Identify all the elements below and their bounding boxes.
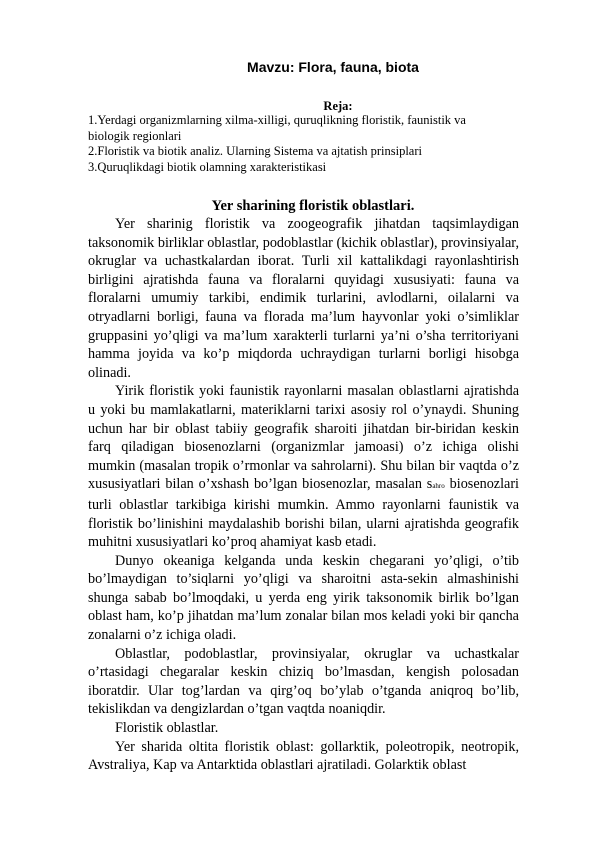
page-title: Mavzu: Flora, fauna, biota xyxy=(247,59,419,75)
plan-label: Reja: xyxy=(323,99,353,113)
subscript-text: ahro xyxy=(432,482,445,491)
plan-item: 2.Floristik va biotik analiz. Ularning Sistema va ajtatish prinsiplari xyxy=(88,144,422,158)
paragraph-text: biosenozlari turli oblastlar tarkibiga kirishi mumkin. Ammo rayonlarni faunistik va floristik bo’linishini maydalashib borishi bilan, ularni ajratishda geografik muhitni xususiyatlari ko’proq ahamiyat kasb etadi. xyxy=(88,476,520,551)
body-text xyxy=(88,215,519,775)
paragraph: Oblastlar, podoblastlar, provinsiyalar, okruglar va uchastkalar o’rtasidagi chegaralar keskin chiziq bo’lmasdan, kengish polosadan iboratdir. Ular tog’lardan va qirg’oq bo’ylab o’tganda aniqroq bo’lib, tekislikdan va dengizlardan o’tgan vaqtda noaniqdir. xyxy=(88,645,519,718)
plan-list xyxy=(88,113,508,175)
paragraph-text: Yirik floristik yoki faunistik rayonlarni masalan oblastlarni ajratishda u yoki bu mamlakatlarni, materiklarni tarixi asosiy rol o’ynaydi. Shuning uchun har bir oblast tabiiy geografik sharoiti jihatdan bir-biridan keskin farq qiladigan biosenozlarni (organizmlar jamoasi) o’z ichiga olishi mumkin (masalan tropik o’rmonlar va sahrolarni). Shu bilan bir vaqtda o’z xususiyatlari bilan o’xshash bo’lgan biosenozlar, masalan s xyxy=(88,383,519,493)
paragraph: Yer sharinig floristik va zoogeografik jihatdan taqsimlaydigan taksonomik birliklar oblastlar, podoblastlar (kichik oblastlar), provinsiyalar, okruglar va uchastkalardan iborat. Turli xil kattalikdagi rayonlashtirish birligini ajratishda fauna va floralarni quyidagi xususiyati: fauna va floralarni umumiy tarkibi, endimik turlarini, avlodlarni, oilalarni va otryadlarni borligi, fauna va florada ma’lum hayvonlar yoki o’simliklar gruppasini yo’qligi va ma’lum xarakterli turlarni ya’ni o’sha territoriyani hamma joyida va ko’p miqdorda uchraydigan turlarni borligi hisobga olinadi. xyxy=(88,216,519,381)
paragraph: Dunyo okeaniga kelganda unda keskin chegarani yo’qligi, o’tib bo’lmaydigan to’siqlarni yo’qligi va sharoitni asta-sekin almashinishi shunga sabab bo’lmoqdaki, u yerda eng yirik taksonomik birlik bo’lgan oblast ham, ko’p jihatdan ma’lum zonalar bilan mos keladi yoki bir qancha zonalarni o’z ichiga oladi. xyxy=(88,552,519,644)
plan-item: 3.Quruqlikdagi biotik olamning xarakteristikasi xyxy=(88,159,327,174)
paragraph: Yer sharida oltita floristik oblast: gollarktik, poleotropik, neotropik, Avstraliya, Kap va Antarktida oblastlari ajratiladi. Golarktik oblast xyxy=(88,738,519,774)
section-heading: Yer sharining floristik oblastlari. xyxy=(211,198,415,214)
paragraph xyxy=(88,382,519,551)
plan-item: 1.Yerdagi organizmlarning xilma-xilligi, quruqlikning floristik, faunistik va biologik regionlari xyxy=(88,113,466,143)
paragraph: Floristik oblastlar. xyxy=(115,720,219,737)
